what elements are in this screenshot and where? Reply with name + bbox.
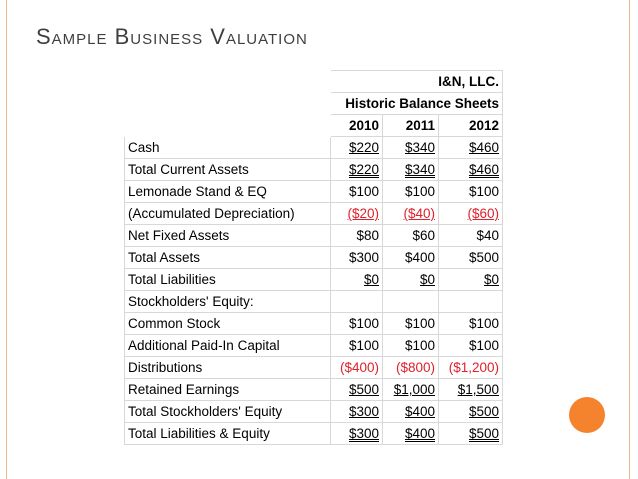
row-label: Total Liabilities & Equity <box>125 423 331 445</box>
value-cell <box>383 379 439 401</box>
value-text: $100 <box>404 316 435 331</box>
value-text: ($40) <box>403 206 435 221</box>
year-header: 2010 <box>331 115 383 137</box>
table-row <box>125 357 503 379</box>
value-text: ($60) <box>467 206 500 221</box>
value-text: $100 <box>468 338 500 353</box>
value-text: $400 <box>404 426 435 441</box>
blank-cell <box>125 71 331 93</box>
row-label: Stockholders' Equity: <box>125 291 331 313</box>
value-cell <box>331 225 383 247</box>
company-name: I&N, LLC. <box>331 71 503 93</box>
value-text: $40 <box>476 228 500 243</box>
value-cell <box>439 269 503 291</box>
row-label: Lemonade Stand & EQ <box>125 181 331 203</box>
value-text: $100 <box>468 316 500 331</box>
value-cell <box>331 291 383 313</box>
value-cell <box>439 225 503 247</box>
value-cell <box>383 423 439 445</box>
row-label: Total Liabilities <box>125 269 331 291</box>
value-cell <box>383 269 439 291</box>
table-row <box>125 225 503 247</box>
value-cell <box>331 379 383 401</box>
value-text: $220 <box>348 162 379 177</box>
year-header-row <box>125 115 503 137</box>
value-text: $500 <box>348 382 379 397</box>
value-cell <box>331 181 383 203</box>
value-text: ($1,200) <box>448 360 500 375</box>
table-row <box>125 137 503 159</box>
year-header: 2011 <box>383 115 439 137</box>
blank-cell <box>125 115 331 137</box>
table-subtitle: Historic Balance Sheets <box>331 93 503 115</box>
value-cell <box>439 357 503 379</box>
row-label: Distributions <box>125 357 331 379</box>
balance-sheet-table-container <box>124 70 502 445</box>
row-label: Retained Earnings <box>125 379 331 401</box>
row-label: Common Stock <box>125 313 331 335</box>
table-row <box>125 423 503 445</box>
slide-title: Sample Business Valuation <box>36 24 308 49</box>
table-row <box>125 181 503 203</box>
value-text: $500 <box>468 404 500 419</box>
value-cell <box>383 401 439 423</box>
row-label: Total Current Assets <box>125 159 331 181</box>
balance-sheet-table <box>124 70 503 445</box>
value-text: $300 <box>348 404 379 419</box>
value-cell <box>331 357 383 379</box>
value-text: ($800) <box>395 360 435 375</box>
value-cell <box>331 203 383 225</box>
value-text: $300 <box>348 426 379 441</box>
row-label: Additional Paid-In Capital <box>125 335 331 357</box>
value-text: $460 <box>468 140 500 155</box>
table-row <box>125 313 503 335</box>
value-cell <box>439 181 503 203</box>
blank-cell <box>125 93 331 115</box>
value-text: $0 <box>363 272 379 287</box>
row-label: Total Assets <box>125 247 331 269</box>
value-text: ($400) <box>339 360 379 375</box>
value-text: $100 <box>348 316 379 331</box>
table-row <box>125 291 503 313</box>
value-text: $340 <box>404 162 435 177</box>
value-text: $400 <box>404 404 435 419</box>
value-cell <box>383 313 439 335</box>
table-row <box>125 269 503 291</box>
value-text: $0 <box>483 272 500 287</box>
value-cell <box>439 159 503 181</box>
value-text: $100 <box>348 338 379 353</box>
value-cell <box>439 379 503 401</box>
year-header: 2012 <box>439 115 503 137</box>
value-cell <box>383 181 439 203</box>
value-text: $100 <box>348 184 379 199</box>
value-text: ($20) <box>347 206 379 221</box>
value-cell <box>331 269 383 291</box>
value-text: $500 <box>468 426 500 441</box>
row-label: Cash <box>125 137 331 159</box>
value-cell <box>439 423 503 445</box>
value-text: $80 <box>356 228 379 243</box>
value-text: $400 <box>404 250 435 265</box>
row-label: Total Stockholders' Equity <box>125 401 331 423</box>
value-cell <box>439 335 503 357</box>
value-text: $220 <box>348 140 379 155</box>
value-text: $300 <box>348 250 379 265</box>
value-cell <box>383 159 439 181</box>
value-cell <box>331 401 383 423</box>
value-cell <box>331 159 383 181</box>
value-cell <box>439 313 503 335</box>
value-cell <box>383 357 439 379</box>
value-text: $1,500 <box>457 382 500 397</box>
company-row <box>125 71 503 93</box>
value-cell <box>331 137 383 159</box>
table-row <box>125 335 503 357</box>
row-label: (Accumulated Depreciation) <box>125 203 331 225</box>
value-cell <box>331 247 383 269</box>
value-cell <box>383 335 439 357</box>
value-text: $100 <box>404 184 435 199</box>
value-text: $100 <box>404 338 435 353</box>
value-text: $60 <box>412 228 435 243</box>
value-cell <box>439 203 503 225</box>
value-cell <box>331 313 383 335</box>
value-cell <box>331 335 383 357</box>
value-cell <box>439 291 503 313</box>
value-cell <box>439 247 503 269</box>
value-text: $500 <box>468 250 500 265</box>
decorative-circle <box>569 397 605 433</box>
table-row <box>125 401 503 423</box>
row-label: Net Fixed Assets <box>125 225 331 247</box>
value-text: $1,000 <box>393 382 435 397</box>
value-cell <box>439 401 503 423</box>
value-text: $340 <box>404 140 435 155</box>
value-cell <box>439 137 503 159</box>
table-row <box>125 203 503 225</box>
subtitle-row <box>125 93 503 115</box>
value-cell <box>383 247 439 269</box>
table-row <box>125 159 503 181</box>
value-cell <box>331 423 383 445</box>
value-text: $100 <box>468 184 500 199</box>
value-text: $0 <box>419 272 435 287</box>
value-text: $460 <box>468 162 500 177</box>
value-cell <box>383 291 439 313</box>
value-cell <box>383 137 439 159</box>
value-cell <box>383 225 439 247</box>
table-row <box>125 247 503 269</box>
value-cell <box>383 203 439 225</box>
table-row <box>125 379 503 401</box>
